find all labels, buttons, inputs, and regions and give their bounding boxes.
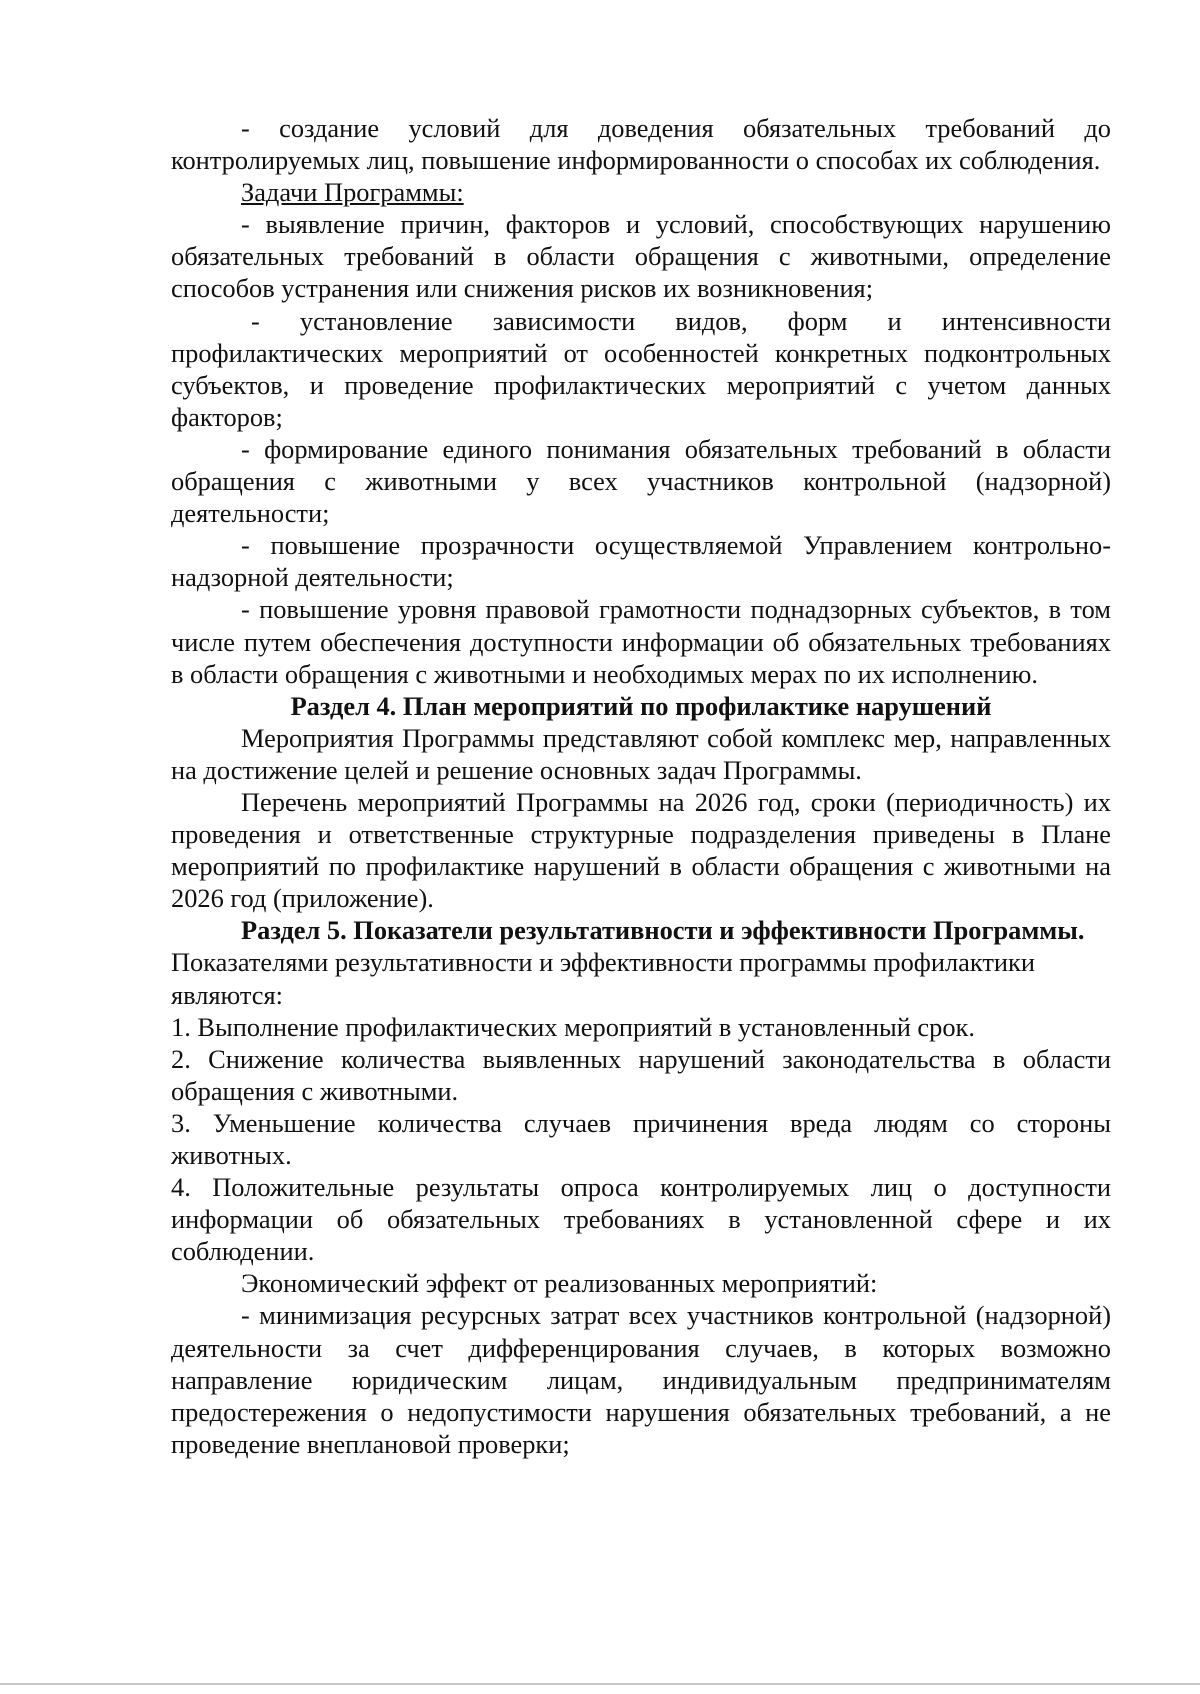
task-item-1: - выявление причин, факторов и условий, способствующих нарушению обязательных требований в области обращения с животными, определение способов устранения или снижения рисков их возникновения; xyxy=(171,209,1111,304)
document-page xyxy=(171,112,1111,1460)
indicator-item-4: 4. Положительные результаты опроса контролируемых лиц о доступности информации об обязательных требованиях в установленной сфере и их соблюдении. xyxy=(171,1172,1111,1267)
section-4-paragraph-1: Мероприятия Программы представляют собой комплекс мер, направленных на достижение целей и решение основных задач Программы. xyxy=(171,722,1111,785)
task-item-2: - установление зависимости видов, форм и интенсивности профилактических мероприятий от особенностей конкретных подконтрольных субъектов, и проведение профилактических мероприятий с учетом данных факторов; xyxy=(171,305,1111,432)
task-item-5: - повышение уровня правовой грамотности поднадзорных субъектов, в том числе путем обеспечения доступности информации об обязательных требованиях в области обращения с животными и необходимых мерах по их исполнению. xyxy=(171,594,1111,689)
goal-paragraph: - создание условий для доведения обязательных требований до контролируемых лиц, повышение информированности о способах их соблюдения. xyxy=(171,113,1111,176)
section-4-paragraph-2: Перечень мероприятий Программы на 2026 год, сроки (периодичность) их проведения и ответственные структурные подразделения приведены в Плане мероприятий по профилактике нарушений в области обращения с животными на 2026 год (приложение). xyxy=(171,786,1111,914)
tasks-heading xyxy=(171,176,1111,208)
tasks-heading-text: Задачи Программы: xyxy=(241,177,464,208)
economic-effect-item-1: - минимизация ресурсных затрат всех участников контрольной (надзорной) деятельности за счет дифференцирования случаев, в которых возможно направление юридическим лицам, индивидуальным предпринимателям предостережения о недопустимости нарушения обязательных требований, а не проведение внеплановой проверки; xyxy=(171,1300,1111,1459)
indicator-item-3: 3. Уменьшение количества случаев причинения вреда людям со стороны животных. xyxy=(171,1107,1111,1170)
indicator-item-2: 2. Снижение количества выявленных нарушений законодательства в области обращения с животными. xyxy=(171,1043,1111,1106)
task-item-3: - формирование единого понимания обязательных требований в области обращения с животными у всех участников контрольной (надзорной) деятельности; xyxy=(171,433,1111,529)
task-item-4: - повышение прозрачности осуществляемой Управлением контрольно-надзорной деятельности; xyxy=(171,530,1111,593)
section-5-intro: Показателями результативности и эффективности программы профилактики являются: xyxy=(171,947,1035,1010)
indicator-item-1: 1. Выполнение профилактических мероприятий в установленный срок. xyxy=(171,1011,975,1042)
scan-edge-line xyxy=(0,1683,1200,1685)
economic-effect-heading: Экономический эффект от реализованных мероприятий: xyxy=(241,1268,878,1299)
section-5-title: Раздел 5. Показатели результативности и эффективности Программы. xyxy=(241,915,1085,946)
section-4-title: Раздел 4. План мероприятий по профилактике нарушений xyxy=(290,690,992,721)
